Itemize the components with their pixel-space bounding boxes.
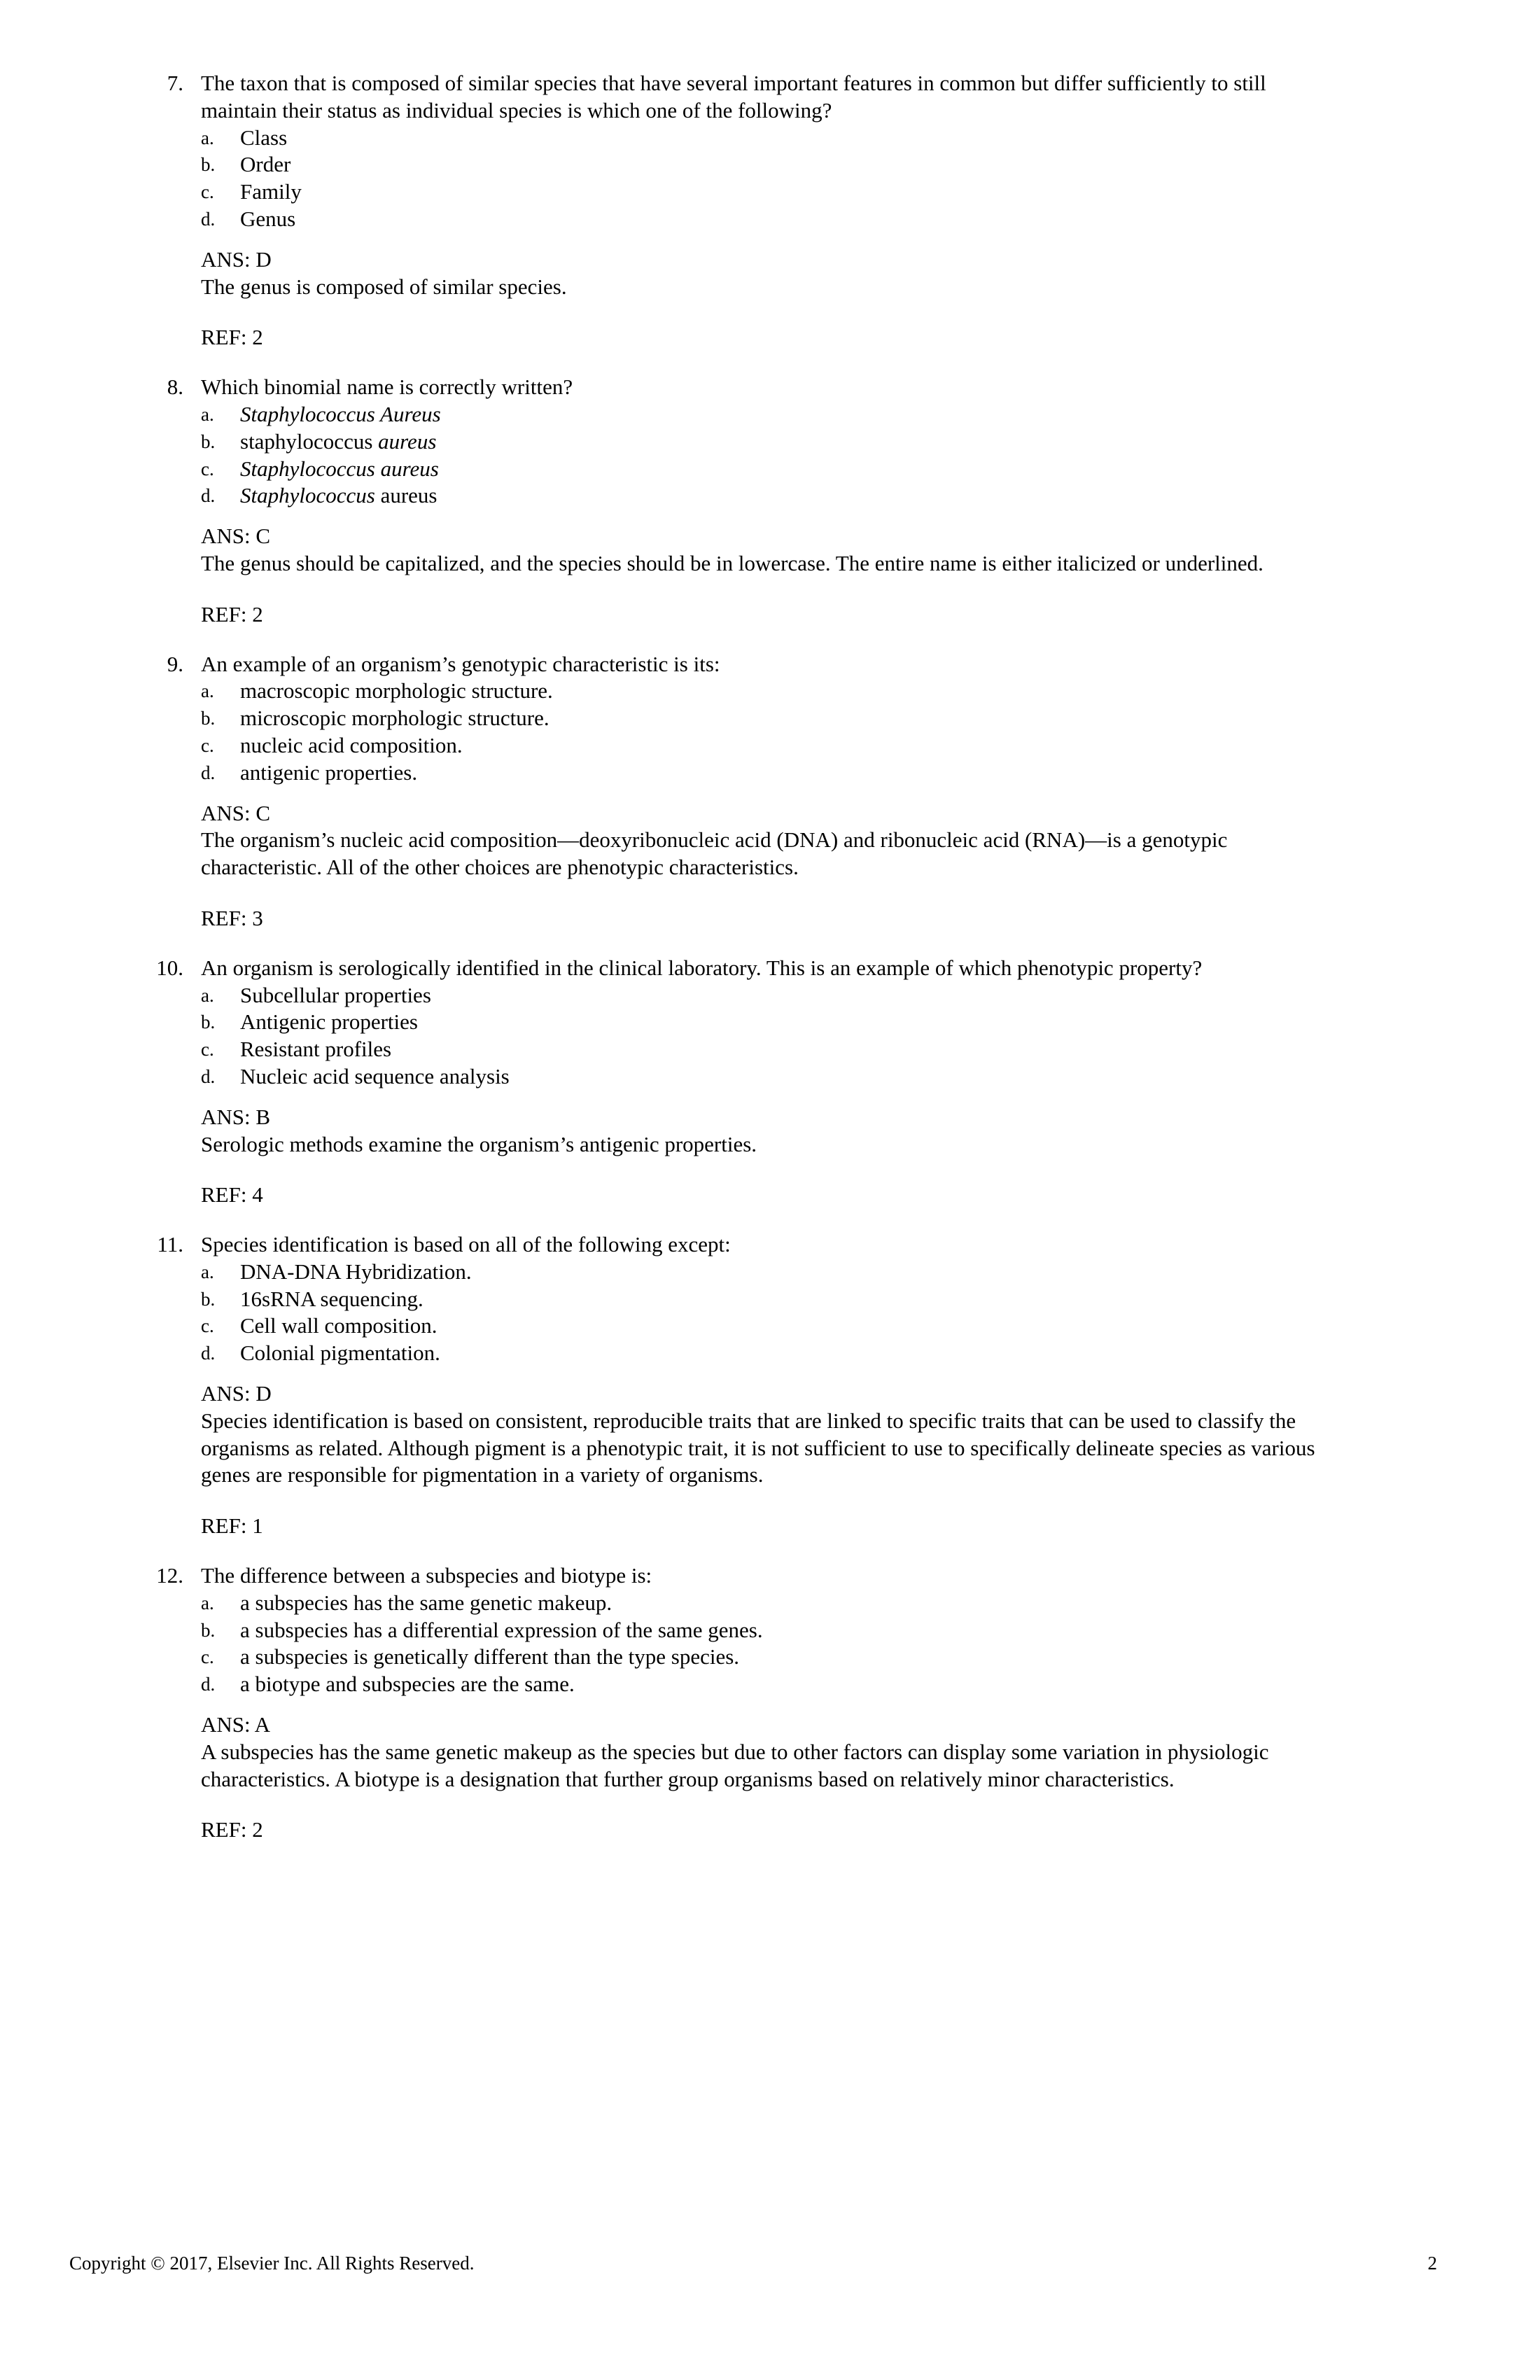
- question-stem: An organism is serologically identified in the clinical laboratory. This is an example of which phenotypic property?: [201, 955, 1203, 980]
- option-letter: b.: [201, 430, 216, 452]
- option-letter: d.: [201, 762, 216, 783]
- option-letter: a.: [201, 984, 214, 1006]
- question-stem: The taxon that is composed of similar species that have several important features in common but differ sufficiently to still: [201, 71, 1266, 95]
- option-letter: b.: [201, 1619, 216, 1641]
- option-letter: d.: [201, 1065, 216, 1087]
- answer-explanation: characteristic. All of the other choices are phenotypic characteristics.: [201, 855, 799, 880]
- answer-option: [0, 1286, 1540, 1313]
- option-text: Staphylococcus: [240, 483, 375, 508]
- option-letter: b.: [201, 1011, 216, 1033]
- answer-key: ANS: D: [201, 246, 272, 272]
- answer-explanation: A subspecies has the same genetic makeup as the species but due to other factors can display some variation in physiologic: [201, 1739, 1269, 1764]
- answer-option: [0, 1063, 1540, 1091]
- option-text: Colonial pigmentation.: [240, 1340, 440, 1366]
- answer-option: [0, 1644, 1540, 1671]
- option-text: Subcellular properties: [240, 982, 431, 1007]
- answer-option: [0, 1671, 1540, 1698]
- question-number: 10.: [156, 955, 183, 980]
- option-letter: a.: [201, 1261, 214, 1282]
- answer-option: [0, 1036, 1540, 1063]
- option-text: a subspecies has the same genetic makeup.: [240, 1590, 612, 1615]
- page-footer: [69, 2250, 1437, 2277]
- option-text: a biotype and subspecies are the same.: [240, 1672, 575, 1697]
- question-stem: maintain their status as individual species is which one of the following?: [201, 97, 832, 122]
- option-text: Staphylococcus aureus: [240, 456, 439, 481]
- answer-key: ANS: C: [201, 524, 271, 549]
- answer-explanation: Species identification is based on consistent, reproducible traits that are linked to specific traits that can be used to classify the: [201, 1408, 1296, 1433]
- answer-option: [0, 456, 1540, 483]
- question-number: 8.: [167, 374, 183, 400]
- question-stem: The difference between a subspecies and biotype is:: [201, 1563, 652, 1588]
- question-number: 7.: [167, 71, 183, 95]
- answer-option: [0, 678, 1540, 705]
- option-text: Order: [240, 152, 291, 177]
- question-item: [0, 955, 1540, 1209]
- option-letter: a.: [201, 127, 214, 148]
- question-number: 11.: [157, 1232, 183, 1257]
- question-item: [0, 70, 1540, 351]
- option-letter: a.: [201, 403, 214, 425]
- option-letter: c.: [201, 1039, 214, 1060]
- answer-option: [0, 1340, 1540, 1367]
- option-text: a subspecies has a differential expression of the same genes.: [240, 1617, 763, 1642]
- option-text: staphylococcus: [240, 428, 379, 454]
- question-number: 9.: [167, 651, 183, 676]
- answer-key: ANS: A: [201, 1712, 271, 1737]
- option-text: DNA-DNA Hybridization.: [240, 1259, 472, 1284]
- answer-explanation: genes are responsible for pigmentation in a variety of organisms.: [201, 1462, 764, 1488]
- answer-option: [0, 1590, 1540, 1617]
- option-text: Family: [240, 179, 302, 204]
- page-number: 2: [1427, 2253, 1437, 2274]
- answer-option: [0, 151, 1540, 178]
- option-text: Cell wall composition.: [240, 1313, 438, 1338]
- answer-key: ANS: C: [201, 800, 271, 825]
- option-text: Nucleic acid sequence analysis: [240, 1063, 510, 1088]
- reference: REF: 1: [201, 1513, 263, 1539]
- question-stem: An example of an organism’s genotypic characteristic is its:: [201, 651, 720, 676]
- reference: REF: 2: [201, 325, 263, 350]
- option-text: Antigenic properties: [240, 1009, 418, 1035]
- question-item: [0, 1562, 1540, 1844]
- question-item: [0, 651, 1540, 932]
- answer-option: [0, 1312, 1540, 1340]
- answer-option: [0, 1009, 1540, 1036]
- option-letter: d.: [201, 1343, 216, 1364]
- option-letter: c.: [201, 734, 214, 756]
- option-text: nucleic acid composition.: [240, 732, 463, 757]
- option-text: Staphylococcus Aureus: [240, 401, 441, 426]
- answer-explanation: The organism’s nucleic acid composition—deoxyribonucleic acid (DNA) and ribonucleic acid (RNA)—is a genotypic: [201, 827, 1228, 853]
- question-stem: Which binomial name is correctly written?: [201, 374, 573, 400]
- copyright-text: Copyright © 2017, Elsevier Inc. All Rights Reserved.: [69, 2253, 475, 2274]
- option-letter: d.: [201, 208, 216, 230]
- reference: REF: 2: [201, 1817, 263, 1842]
- option-letter: a.: [201, 680, 214, 702]
- answer-explanation: The genus is composed of similar species.: [201, 274, 567, 299]
- option-text: antigenic properties.: [240, 760, 418, 785]
- answer-explanation: The genus should be capitalized, and the species should be in lowercase. The entire name is either italicized or underlined.: [201, 550, 1264, 575]
- option-text: aureus: [374, 483, 438, 508]
- reference: REF: 4: [201, 1182, 263, 1208]
- option-text: Resistant profiles: [240, 1037, 392, 1062]
- answer-explanation: organisms as related. Although pigment is a phenotypic trait, it is not sufficient to use to specifically delineate species as various: [201, 1435, 1315, 1460]
- option-text: microscopic morphologic structure.: [240, 706, 550, 731]
- question-item: [0, 1231, 1540, 1540]
- option-letter: a.: [201, 1592, 214, 1614]
- option-text: Class: [240, 125, 288, 150]
- answer-option: [0, 125, 1540, 152]
- answer-explanation: Serologic methods examine the organism’s antigenic properties.: [201, 1131, 757, 1156]
- option-letter: c.: [201, 458, 214, 479]
- answer-option: [0, 178, 1540, 206]
- question-item: [0, 374, 1540, 628]
- reference: REF: 2: [201, 601, 263, 626]
- answer-option: [0, 401, 1540, 428]
- answer-option: [0, 428, 1540, 456]
- option-letter: c.: [201, 1315, 214, 1337]
- answer-option: [0, 1259, 1540, 1286]
- option-text: a subspecies is genetically different than the type species.: [240, 1644, 740, 1670]
- answer-option: [0, 982, 1540, 1009]
- answer-option: [0, 206, 1540, 233]
- reference: REF: 3: [201, 905, 263, 930]
- option-letter: b.: [201, 154, 216, 176]
- option-letter: b.: [201, 1288, 216, 1310]
- option-letter: c.: [201, 181, 214, 203]
- answer-option: [0, 482, 1540, 510]
- answer-option: [0, 760, 1540, 787]
- question-list: [0, 70, 1540, 1866]
- option-letter: d.: [201, 1674, 216, 1695]
- option-letter: c.: [201, 1646, 214, 1668]
- answer-key: ANS: B: [201, 1104, 271, 1129]
- option-text: Genus: [240, 206, 296, 231]
- option-letter: b.: [201, 708, 216, 729]
- answer-explanation: characteristics. A biotype is a designation that further group organisms based on relatively minor characteristics.: [201, 1766, 1175, 1791]
- option-text: macroscopic morphologic structure.: [240, 678, 553, 704]
- answer-option: [0, 705, 1540, 732]
- answer-option: [0, 732, 1540, 760]
- answer-key: ANS: D: [201, 1381, 272, 1406]
- option-text: aureus: [378, 428, 437, 454]
- answer-option: [0, 1617, 1540, 1644]
- option-text: 16sRNA sequencing.: [240, 1286, 424, 1311]
- question-number: 12.: [156, 1563, 183, 1588]
- option-letter: d.: [201, 485, 216, 507]
- question-stem: Species identification is based on all of the following except:: [201, 1232, 731, 1257]
